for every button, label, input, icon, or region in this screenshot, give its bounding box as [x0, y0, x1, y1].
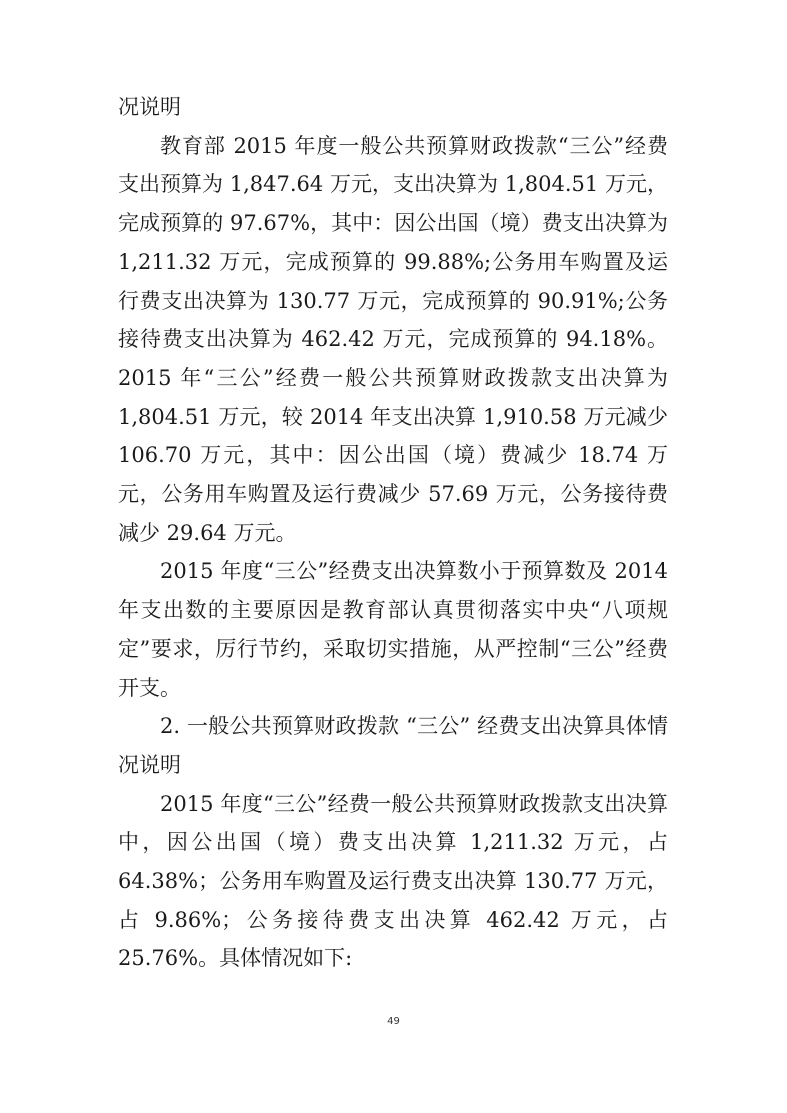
paragraph-continuation: 况说明: [118, 95, 181, 119]
paragraph-reasons: 2015 年度“三公”经费支出决算数小于预算数及 2014 年支出数的主要原因是教育部认真贯彻落实中央“八项规定”要求，厉行节约，采取切实措施，从严控制“三公”经费开支。: [118, 559, 668, 700]
paragraph-breakdown: 2015 年度“三公”经费一般公共预算财政拨款支出决算中，因公出国（境）费支出决算 1,211.32 万元，占 64.38%；公务用车购置及运行费支出决算 130.77 万元，占 9.86%；公务接待费支出决算 462.42 万元，占 25.76%。具体情况如下:: [118, 791, 668, 971]
body-text: [118, 88, 668, 978]
section-heading: 2. 一般公共预算财政拨款 “三公” 经费支出决算具体情况说明: [118, 714, 668, 777]
paragraph-sangong-overview: 教育部 2015 年度一般公共预算财政拨款“三公”经费支出预算为 1,847.64 万元，支出决算为 1,804.51 万元，完成预算的 97.67%，其中：因公出国（境）费支出决算为 1,211.32 万元，完成预算的 99.88%;公务用车购置及运行费支出决算为 130.77 万元，完成预算的 90.91%;公务接待费支出决算为 462.42 万元，完成预算的 94.18%。2015 年“三公”经费一般公共预算财政拨款支出决算为 1,804.51 万元，较 2014 年支出决算 1,910.58 万元减少 106.70 万元，其中：因公出国（境）费减少 18.74 万元，公务用车购置及运行费减少 57.69 万元，公务接待费减少 29.64 万元。: [118, 133, 668, 545]
page-number: 49: [387, 1016, 400, 1027]
